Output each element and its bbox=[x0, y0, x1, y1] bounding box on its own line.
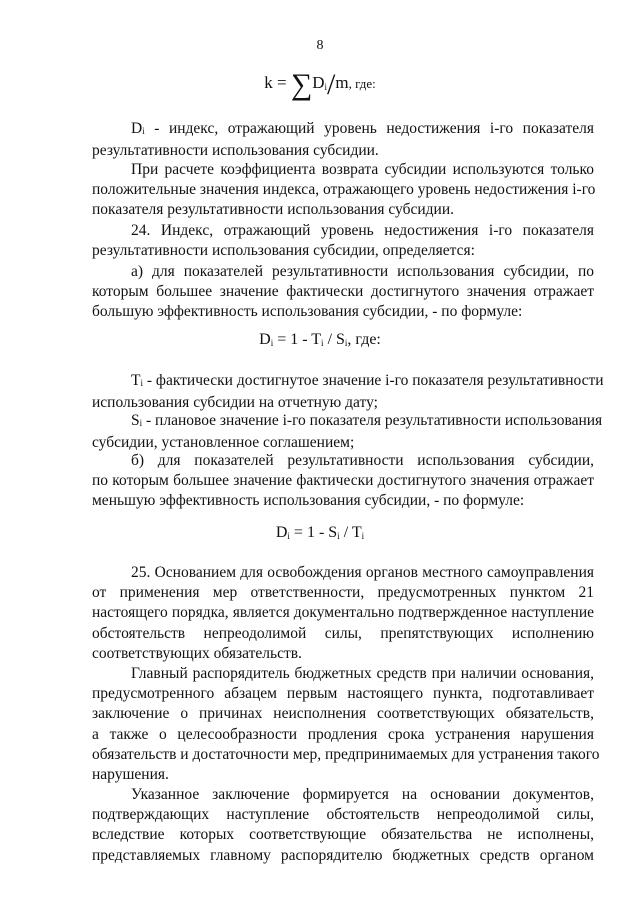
formula-di-a bbox=[0, 331, 640, 349]
var-d: D bbox=[131, 120, 143, 137]
text-line: обстоятельств непреодолимой силы, препятствующих исполнению bbox=[92, 624, 594, 642]
formula-di-b bbox=[0, 524, 640, 542]
sub-i: i bbox=[287, 531, 290, 541]
formula-d1-tail: , где: bbox=[347, 331, 381, 348]
text-line: Главный распорядитель бюджетных средств при наличии основания, bbox=[131, 665, 594, 682]
paragraph-positive-values bbox=[92, 160, 594, 221]
text-line: Указанное заключение формируется на основании документов, bbox=[131, 786, 594, 803]
text-line: по которым большее значение фактически достигнутого значения отражает bbox=[92, 472, 594, 490]
paragraph-24a bbox=[92, 262, 594, 323]
sub-i: i bbox=[361, 531, 365, 541]
formula-k-lhs: k = bbox=[264, 73, 287, 92]
text-line: б) для показателей результативности использования субсидии, bbox=[131, 452, 594, 469]
formula-d2-lhs: D bbox=[275, 524, 288, 541]
paragraph-24b bbox=[92, 451, 594, 512]
text-line: большую эффективность использования субсидии, - по формуле: bbox=[92, 303, 523, 321]
text-line: показателя результативности использования субсидии. bbox=[92, 201, 455, 219]
text-line: положительные значения индекса, отражающего уровень недостижения i-го bbox=[92, 181, 596, 199]
paragraph-25 bbox=[92, 563, 594, 664]
text-line: а) для показателей результативности использования субсидии, по bbox=[131, 263, 594, 280]
text-line: меньшую эффективность использования субсидии, - по формуле: bbox=[92, 492, 525, 510]
formula-k-m: m bbox=[335, 73, 349, 92]
sub-i: i bbox=[344, 338, 348, 348]
text-line: результативности использования субсидии. bbox=[92, 142, 379, 160]
sum-symbol: ∑ bbox=[290, 68, 313, 101]
sub-i: i bbox=[140, 378, 143, 388]
paragraph-25-chief bbox=[92, 664, 600, 785]
text-line: заключение о причинах неисполнения соответствующих обязательств, bbox=[92, 705, 594, 723]
text-line: - индекс, отражающий уровень недостижения i-го показателя bbox=[144, 120, 594, 137]
text-line: нарушения. bbox=[92, 766, 169, 784]
paragraph-ti-definition bbox=[92, 371, 604, 413]
page-number: 8 bbox=[316, 38, 324, 53]
text-line: использования субсидии на отчетную дату; bbox=[92, 394, 378, 412]
text-line: от применения мер ответственности, предусмотренных пунктом 21 bbox=[92, 584, 594, 602]
var-s: S bbox=[131, 412, 140, 429]
var-t: T bbox=[131, 372, 141, 389]
text-line: 25. Основанием для освобождения органов местного самоуправления bbox=[131, 564, 594, 581]
text-line: которым большее значение фактически достигнутого значения отражает bbox=[92, 283, 594, 301]
text-line: предусмотренного абзацем первым настоящего пункта, подготавливает bbox=[92, 685, 594, 703]
sub-i: i bbox=[321, 338, 324, 348]
text-line: обязательств и достаточности мер, предпринимаемых для устранения такого bbox=[92, 745, 600, 763]
text-line: - фактически достигнутое значение i-го показателя результативности bbox=[142, 372, 604, 389]
text-line: результативности использования субсидии, определяется: bbox=[92, 242, 475, 260]
formula-k-tail: , где: bbox=[348, 76, 376, 91]
formula-d2-slash: / T bbox=[339, 524, 362, 541]
paragraph-25-conclusion bbox=[92, 785, 594, 866]
formula-k-sub: i bbox=[324, 82, 327, 92]
text-line: субсидии, установленное соглашением; bbox=[92, 434, 355, 452]
paragraph-24 bbox=[92, 221, 594, 261]
formula-d1-lhs: D bbox=[259, 331, 271, 348]
formula-d2-mid: = 1 - S bbox=[289, 524, 338, 541]
text-line: подтверждающих наступление обстоятельств непреодолимой силы, bbox=[92, 806, 594, 824]
text-line: представляемых главному распорядителю бюджетных средств органом bbox=[92, 846, 594, 864]
text-line: настоящего порядка, является документально подтвержденное наступление bbox=[92, 604, 594, 622]
formula-d1-mid: = 1 - T bbox=[273, 331, 322, 348]
sub-i: i bbox=[142, 126, 145, 136]
sub-i: i bbox=[139, 418, 143, 428]
text-line: 24. Индекс, отражающий уровень недостижения i-го показателя bbox=[131, 222, 594, 239]
formula-coefficient-k bbox=[0, 70, 640, 100]
text-line: При расчете коэффициента возврата субсидии используются только bbox=[131, 161, 594, 178]
paragraph-di-definition bbox=[92, 119, 594, 161]
sub-i: i bbox=[270, 338, 274, 348]
formula-k-slash: / bbox=[327, 68, 336, 101]
text-line: - плановое значение i-го показателя результативности использования bbox=[142, 412, 603, 429]
text-line: а также о целесообразности продления срока устранения нарушения bbox=[92, 725, 594, 743]
formula-d1-slash: / S bbox=[323, 331, 345, 348]
text-line: соответствующих обязательств. bbox=[92, 644, 302, 662]
sub-i: i bbox=[337, 531, 340, 541]
formula-k-d: D bbox=[312, 73, 325, 92]
text-line: вследствие которых соответствующие обязательства не исполнены, bbox=[92, 826, 594, 844]
paragraph-si-definition bbox=[92, 411, 603, 453]
